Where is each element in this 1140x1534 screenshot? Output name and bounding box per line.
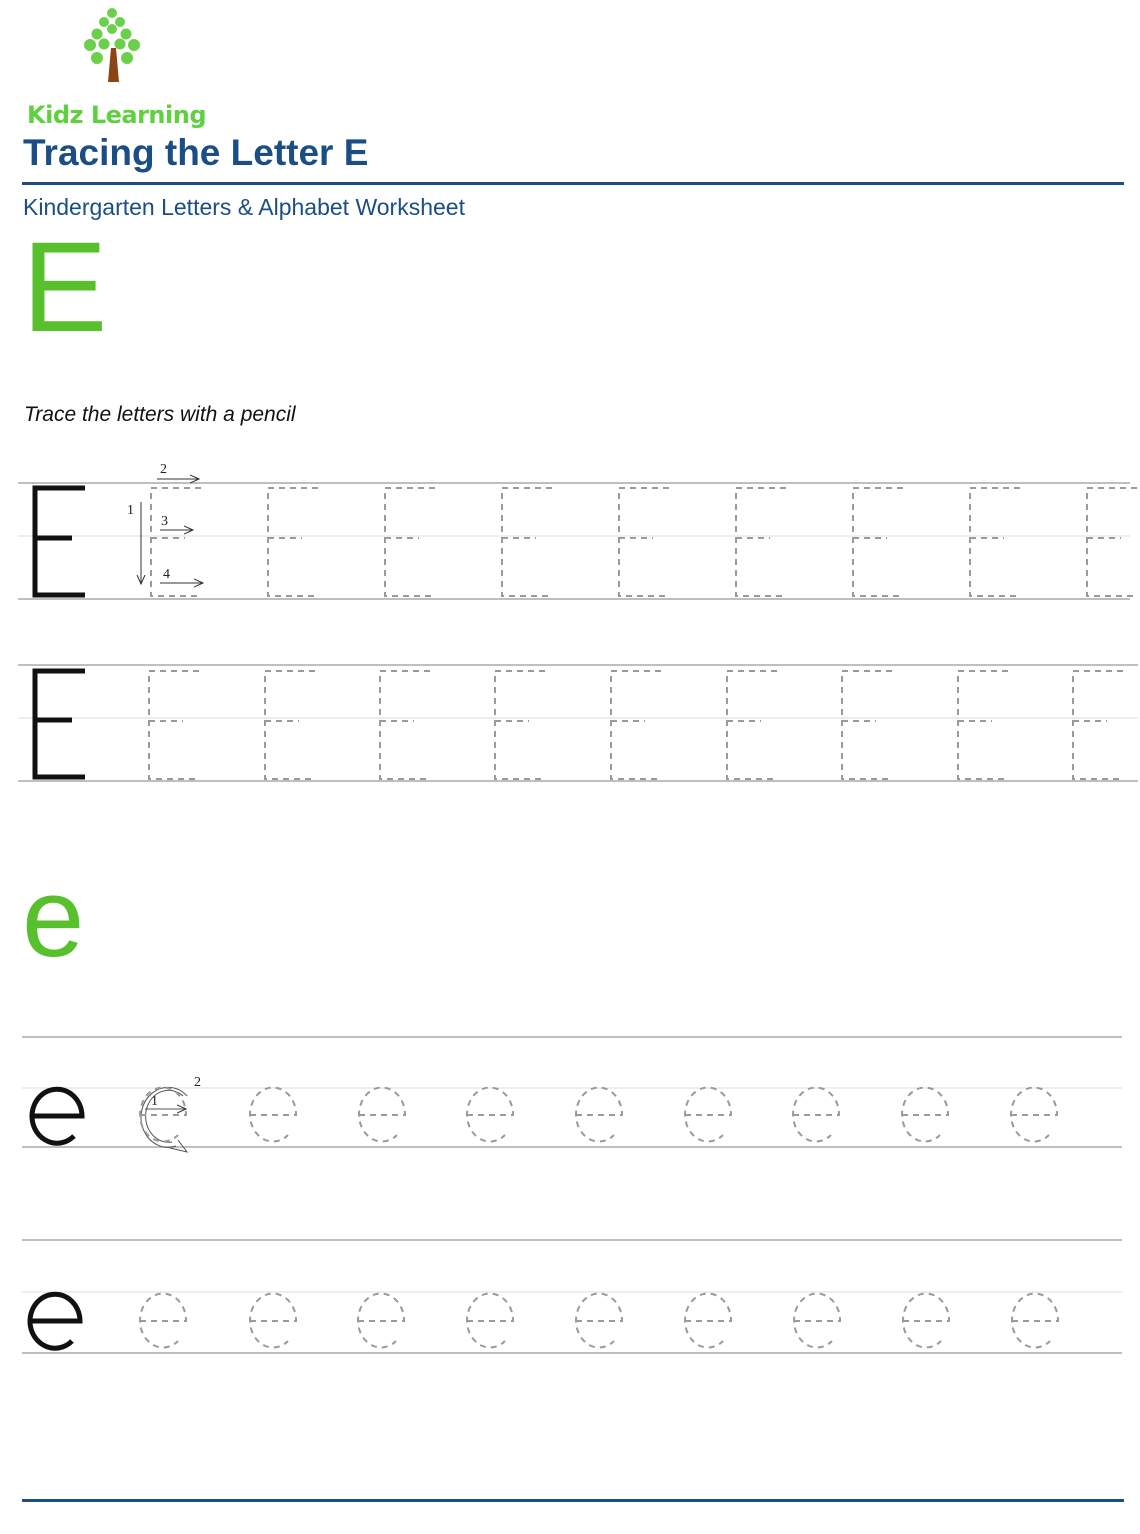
page-title: Tracing the Letter E	[23, 132, 369, 173]
tree-icon	[78, 4, 146, 86]
stroke-number-4: 4	[163, 567, 170, 582]
stroke-number-3: 3	[161, 514, 168, 529]
footer-divider	[22, 1499, 1124, 1502]
page-subtitle: Kindergarten Letters & Alphabet Worksheet	[23, 194, 465, 220]
uppercase-tracing-row	[18, 462, 1137, 599]
stroke-number-2: 2	[194, 1075, 201, 1090]
uppercase-display-letter: E	[22, 216, 108, 359]
stroke-number-1: 1	[127, 503, 134, 518]
stroke-number-2: 2	[160, 462, 167, 477]
model-uppercase-e	[35, 671, 85, 777]
model-lowercase-e	[32, 1089, 82, 1143]
model-uppercase-e	[35, 488, 85, 595]
lowercase-tracing-row	[22, 1240, 1122, 1353]
tracing-instruction: Trace the letters with a pencil	[24, 403, 296, 426]
lowercase-tracing-row	[22, 1037, 1122, 1152]
title-divider	[22, 182, 1124, 185]
tracing-practice-area	[0, 440, 1140, 1390]
stroke-number-1: 1	[151, 1094, 158, 1109]
uppercase-tracing-row	[18, 665, 1138, 781]
model-lowercase-e	[30, 1294, 80, 1348]
lowercase-display-letter: e	[22, 855, 85, 980]
brand-name: Kidz Learning	[27, 101, 207, 129]
